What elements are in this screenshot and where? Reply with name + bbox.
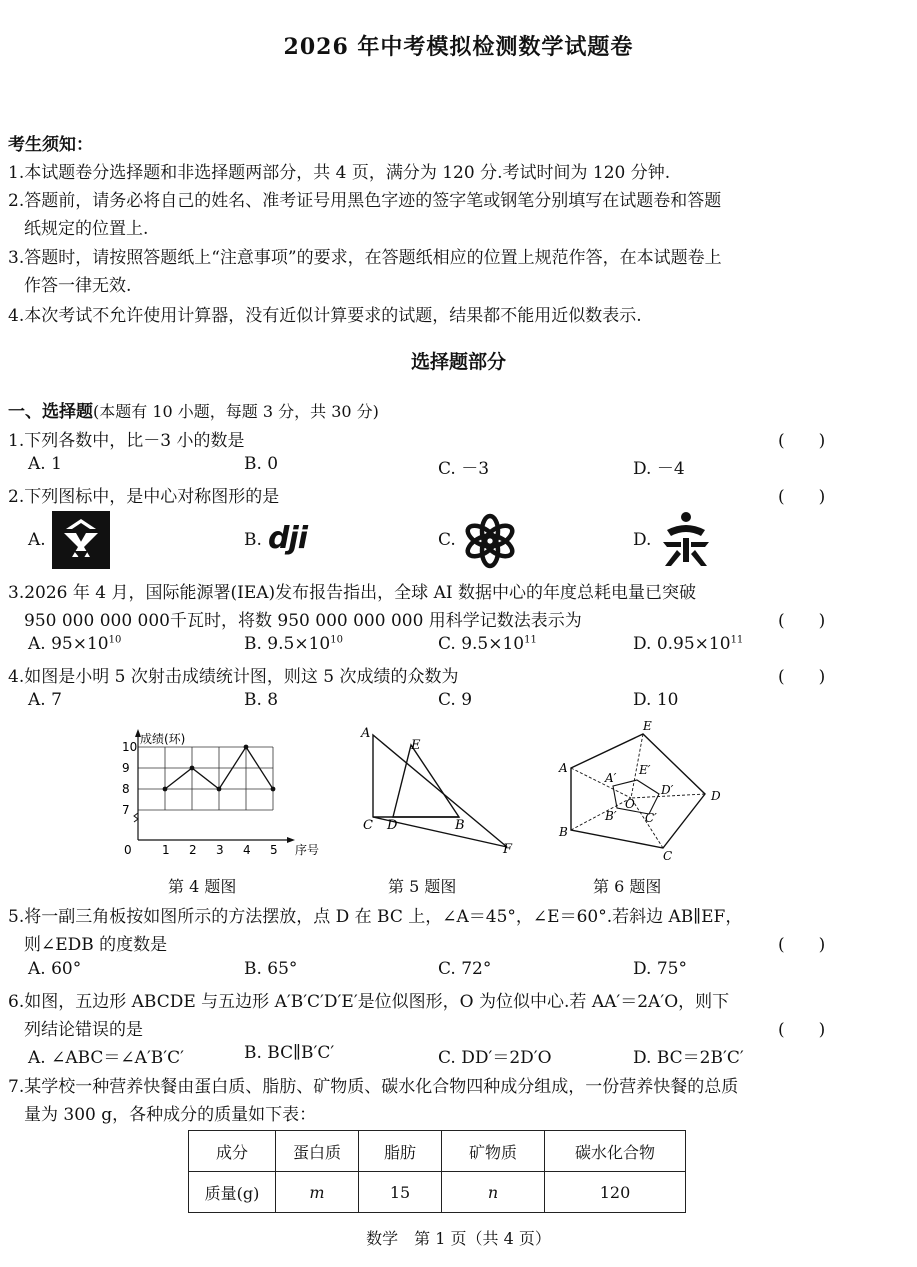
table-cell: n [442, 1172, 545, 1213]
fig6-label-e-prime: E′ [639, 763, 651, 777]
fig4-caption: 第 4 题图 [168, 877, 237, 896]
data-point [163, 787, 168, 792]
data-point [244, 745, 249, 750]
q2-option-c: C. [438, 530, 456, 550]
q5-option-b: B. 65° [244, 959, 298, 979]
q3-option-c: C. $9.5\times 10^{11}$ [438, 634, 537, 654]
fig5-label-e: E [411, 738, 421, 753]
q3-stem-line2: 950 000 000 000千瓦时，将数 950 000 000 000 用科学记数法表示为 [24, 611, 582, 631]
q1-answer-paren: ( ) [778, 431, 826, 451]
q4-answer-paren: ( ) [778, 667, 826, 687]
page-footer: 数学 第 1 页（共 4 页） [366, 1229, 551, 1248]
y-axis-title: 成绩(环) [140, 732, 186, 746]
q2-d-emblem-icon [657, 512, 715, 575]
axis-break [134, 813, 138, 822]
fig4-line-chart [110, 725, 330, 860]
fig5-label-c: C [363, 818, 373, 833]
q5-option-a: A. 60° [28, 959, 82, 979]
fig6-caption: 第 6 题图 [593, 877, 662, 896]
page-title: 2026 年中考模拟检测数学试题卷 [283, 34, 634, 60]
notice-item-4: 4.本次考试不允许使用计算器，没有近似计算要求的试题，结果都不能用近似数表示. [8, 306, 642, 326]
q6-option-b: B. BC∥B′C′ [244, 1043, 335, 1063]
x-tick-label: 1 [162, 843, 170, 857]
q4-option-b: B. 8 [244, 690, 279, 710]
fig6-label-a: A [559, 761, 568, 775]
fig6-label-a-prime: A′ [605, 771, 617, 785]
fig5-label-d: D [387, 818, 398, 833]
part-label: 一、选择题 [8, 402, 93, 422]
fig6-label-e: E [643, 719, 652, 733]
q3-option-d: D. $0.95\times 10^{11}$ [633, 634, 744, 654]
q2-answer-paren: ( ) [778, 487, 826, 507]
q6-option-d: D. BC＝2B′C′ [633, 1048, 744, 1068]
notice-heading: 考生须知： [8, 135, 93, 155]
q6-stem-line2: 列结论错误的是 [24, 1020, 143, 1040]
q5-answer-paren: ( ) [778, 935, 826, 955]
y-tick-label: 9 [122, 761, 130, 775]
x-tick-label: 2 [189, 843, 197, 857]
x-axis-title: 序号 [295, 843, 320, 857]
q2-c-knot-logo-icon [461, 512, 519, 575]
q2-a-logo-icon [52, 511, 110, 574]
table-cell: 蛋白质 [276, 1131, 359, 1172]
fig6-label-b: B [559, 825, 568, 839]
table-cell: m [276, 1172, 359, 1213]
q1-option-a: A. 1 [28, 454, 62, 474]
x-tick-label: 3 [216, 843, 224, 857]
table-cell: 矿物质 [442, 1131, 545, 1172]
q6-stem-line1: 6.如图，五边形 ABCDE 与五边形 A′B′C′D′E′是位似图形，O 为位似中心.若 AA′＝2A′O，则下 [8, 992, 730, 1012]
table-cell: 120 [545, 1172, 686, 1213]
fig5-triangles [355, 725, 525, 860]
q6-option-a: A. ∠ABC＝∠A′B′C′ [28, 1048, 185, 1068]
section-title: 选择题部分 [410, 351, 506, 373]
fig6-label-c: C [663, 849, 673, 863]
notice-item-2: 2.答题前，请务必将自己的姓名、准考证号用黑色字迹的签字笔或钢笔分别填写在试题卷和答题 [8, 191, 722, 211]
q1-option-d: D. －4 [633, 459, 685, 479]
notice-item-2-cont: 纸规定的位置上. [24, 219, 149, 239]
q4-stem: 4.如图是小明 5 次射击成绩统计图，则这 5 次成绩的众数为 [8, 667, 459, 687]
notice-item-1: 1.本试题卷分选择题和非选择题两部分，共 4 页，满分为 120 分.考试时间为 120 分钟. [8, 163, 671, 183]
fig6-label-d: D [711, 789, 721, 803]
fig6-label-o: O [625, 797, 635, 811]
data-point [271, 787, 276, 792]
y-tick-label: 10 [122, 740, 138, 754]
q5-stem-line1: 5.将一副三角板按如图所示的方法摆放，点 D 在 BC 上，∠A＝45°，∠E＝60°.若斜边 AB∥EF， [8, 907, 743, 927]
fig6-outer-pentagon [571, 734, 705, 848]
q6-answer-paren: ( ) [778, 1020, 826, 1040]
fig5-label-a: A [361, 726, 371, 741]
data-point [217, 787, 222, 792]
x-tick-label: 4 [243, 843, 251, 857]
fig6-label-b-prime: B′ [605, 809, 617, 823]
fig5-label-f: F [503, 842, 513, 857]
data-point [190, 766, 195, 771]
q5-option-c: C. 72° [438, 959, 492, 979]
table-cell: 15 [359, 1172, 442, 1213]
fig5-triangle-edf [393, 745, 459, 817]
table-cell: 脂肪 [359, 1131, 442, 1172]
table-cell: 质量(g) [189, 1172, 276, 1213]
q1-option-c: C. －3 [438, 459, 490, 479]
fig5-label-b: B [455, 818, 465, 833]
table-row [189, 1172, 686, 1213]
q3-answer-paren: ( ) [778, 611, 826, 631]
q7-stem-line2: 量为 300 g，各种成分的质量如下表： [24, 1105, 317, 1125]
q3-stem-line1: 3.2026 年 4 月，国际能源署(IEA)发布报告指出，全球 AI 数据中心的年度总耗电量已突破 [8, 583, 696, 603]
q2-option-a: A. [28, 530, 46, 550]
q7-nutrition-table [188, 1130, 686, 1213]
q2-b-dji-logo-icon: dji [268, 521, 308, 556]
q2-stem: 2.下列图标中，是中心对称图形的是 [8, 487, 280, 507]
fig5-caption: 第 5 题图 [388, 877, 457, 896]
notice-item-3-cont: 作答一律无效. [24, 276, 132, 296]
q1-option-b: B. 0 [244, 454, 279, 474]
x-axis-arrow [287, 837, 295, 843]
fig6-label-c-prime: C′ [645, 811, 657, 825]
q5-stem-line2: 则∠EDB 的度数是 [24, 935, 168, 955]
part-note: (本题有 10 小题，每题 3 分，共 30 分) [93, 402, 379, 421]
fig6-label-d-prime: D′ [661, 783, 674, 797]
x-tick-label: 5 [270, 843, 278, 857]
q4-option-c: C. 9 [438, 690, 473, 710]
table-header-row [189, 1131, 686, 1172]
q6-option-c: C. DD′＝2D′O [438, 1048, 552, 1068]
y-tick-label: 7 [122, 803, 130, 817]
part-heading [8, 397, 379, 422]
q3-option-b: B. $9.5\times 10^{10}$ [244, 634, 343, 654]
q3-option-a: A. $95\times 10^{10}$ [28, 634, 122, 654]
q4-option-d: D. 10 [633, 690, 679, 710]
origin-label: 0 [124, 843, 132, 857]
q7-stem-line1: 7.某学校一种营养快餐由蛋白质、脂肪、矿物质、碳水化合物四种成分组成，一份营养快餐的总质 [8, 1077, 739, 1097]
table-cell: 成分 [189, 1131, 276, 1172]
q2-option-d: D. [633, 530, 652, 550]
q5-option-d: D. 75° [633, 959, 687, 979]
table-cell: 碳水化合物 [545, 1131, 686, 1172]
y-tick-label: 8 [122, 782, 130, 796]
q1-stem: 1.下列各数中，比－3 小的数是 [8, 431, 245, 451]
notice-item-3: 3.答题时，请按照答题纸上“注意事项”的要求，在答题纸相应的位置上规范作答，在本试题卷上 [8, 248, 722, 268]
fig6-pentagons [545, 718, 735, 868]
q4-option-a: A. 7 [28, 690, 62, 710]
q2-option-b: B. [244, 530, 262, 550]
